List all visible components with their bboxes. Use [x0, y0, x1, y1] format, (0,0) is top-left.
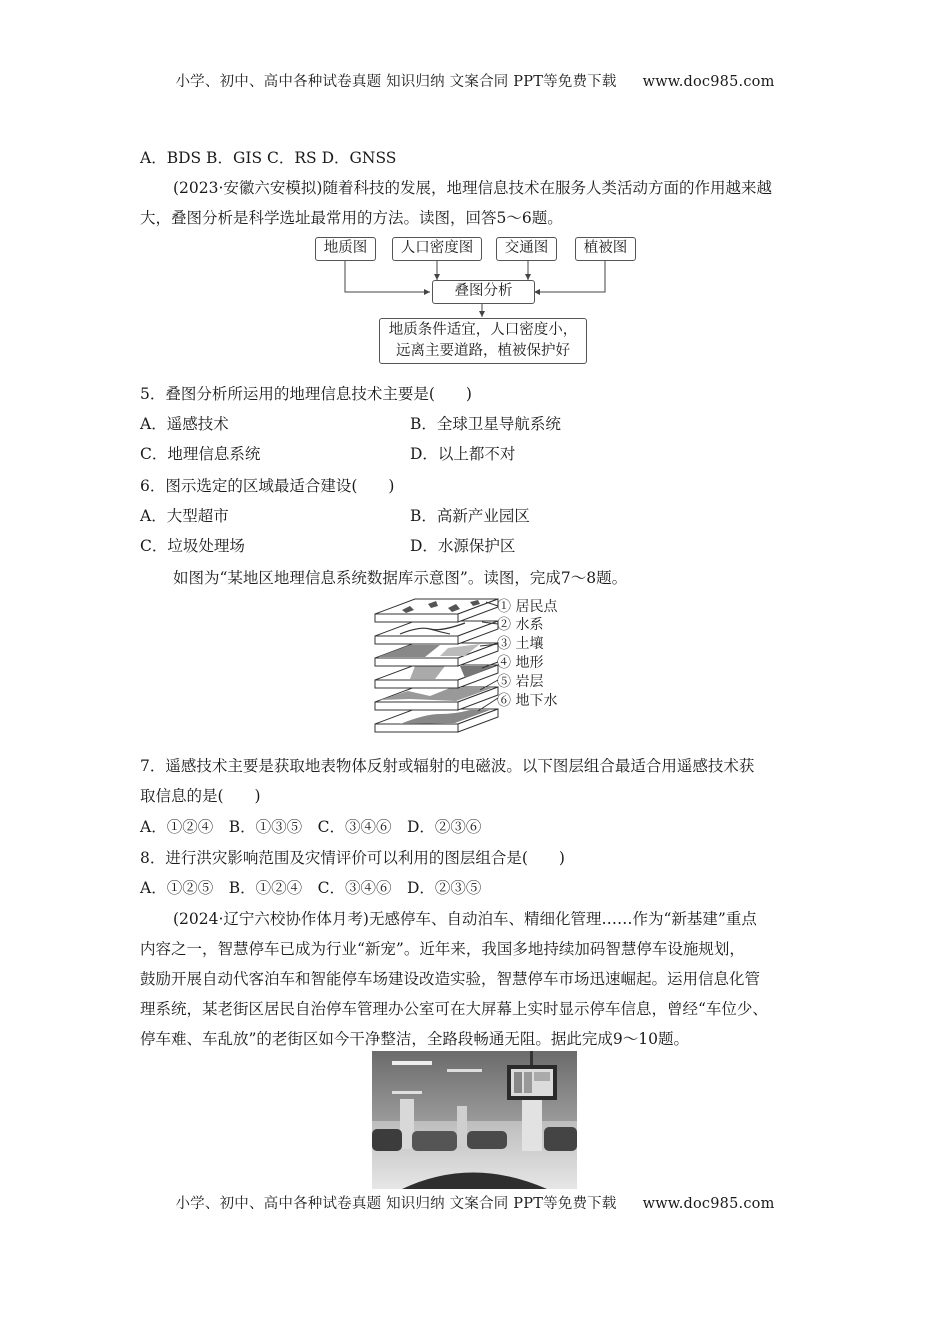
- layer-num-2: ②: [497, 617, 511, 633]
- flow-result-line1: 地质条件适宜，人口密度小，: [388, 322, 578, 338]
- q6-option-a[interactable]: A．大型超市: [140, 507, 229, 525]
- q5-stem: 5．叠图分析所运用的地理信息技术主要是( ): [140, 385, 472, 403]
- layer-num-3: ③: [497, 636, 511, 652]
- layer-num-4: ④: [497, 655, 511, 671]
- layer-label-2: [497, 614, 543, 634]
- intro3-line5: 停车难、车乱放”的老街区如今干净整洁，全路段畅通无阻。据此完成9～10题。: [140, 1030, 690, 1048]
- layer-name-3: 土壤: [515, 636, 544, 652]
- q7-stem-line1: 7．遥感技术主要是获取地表物体反射或辐射的电磁波。以下图层组合最适合用遥感技术获: [140, 757, 755, 775]
- q6-option-c[interactable]: C．垃圾处理场: [140, 537, 245, 555]
- flow-center-overlay: 叠图分析: [432, 280, 535, 304]
- footer-text: 小学、初中、高中各种试卷真题 知识归纳 文案合同 PPT等免费下载: [175, 1196, 617, 1212]
- header-text: 小学、初中、高中各种试卷真题 知识归纳 文案合同 PPT等免费下载: [175, 74, 617, 90]
- layer-label-1: [497, 596, 557, 616]
- footer-url[interactable]: www.doc985.com: [642, 1196, 775, 1212]
- parking-photo-graphic: [372, 1051, 577, 1189]
- flow-input-population: 人口密度图: [392, 237, 482, 261]
- header-url[interactable]: www.doc985.com: [642, 74, 775, 90]
- q8-stem: 8．进行洪灾影响范围及灾情评价可以利用的图层组合是( ): [140, 849, 565, 867]
- layer-name-2: 水系: [515, 617, 544, 633]
- flow-result: [379, 318, 587, 364]
- flow-result-line2: 远离主要道路，植被保护好: [396, 343, 570, 359]
- layer-label-5: [497, 671, 543, 691]
- flow-input-traffic: 交通图: [496, 237, 557, 261]
- q5-option-b[interactable]: B．全球卫星导航系统: [410, 415, 561, 433]
- flow-input-geology: 地质图: [315, 237, 376, 261]
- layer-name-5: 岩层: [515, 674, 544, 690]
- q5-option-c[interactable]: C．地理信息系统: [140, 445, 261, 463]
- layer-num-1: ①: [497, 599, 511, 615]
- page-footer: [0, 1192, 950, 1213]
- q4-options: A．BDS B．GIS C．RS D．GNSS: [140, 149, 397, 167]
- intro2: 如图为“某地区地理信息系统数据库示意图”。读图，完成7～8题。: [173, 569, 628, 587]
- intro3-line3: 鼓励开展自动代客泊车和智能停车场建设改造实验，智慧停车市场迅速崛起。运用信息化管: [140, 970, 761, 988]
- q7-stem-line2: 取信息的是( ): [140, 787, 261, 805]
- intro3-line4: 理系统，某老街区居民自治停车管理办公室可在大屏幕上实时显示停车信息，曾经“车位少、: [140, 1000, 768, 1018]
- q6-stem: 6．图示选定的区域最适合建设( ): [140, 477, 395, 495]
- q7-options[interactable]: A．①②④ B．①③⑤ C．③④⑥ D．②③⑥: [140, 818, 482, 836]
- layer-num-6: ⑥: [497, 693, 511, 709]
- layer-name-6: 地下水: [515, 693, 558, 709]
- layer-label-4: [497, 652, 543, 672]
- layer-label-3: [497, 633, 543, 653]
- intro3-line2: 内容之一，智慧停车已成为行业“新宠”。近年来，我国多地持续加码智慧停车设施规划，: [140, 940, 745, 958]
- q5-option-a[interactable]: A．遥感技术: [140, 415, 229, 433]
- intro1-line1: (2023·安徽六安模拟)随着科技的发展，地理信息技术在服务人类活动方面的作用越来越: [173, 179, 772, 197]
- parking-garage-photo: [372, 1051, 577, 1189]
- layer-stack-graphic: [370, 596, 505, 741]
- layer-name-1: 居民点: [515, 599, 558, 615]
- intro1-line2: 大，叠图分析是科学选址最常用的方法。读图，回答5～6题。: [140, 209, 563, 227]
- layer-name-4: 地形: [515, 655, 544, 671]
- q6-option-d[interactable]: D．水源保护区: [410, 537, 516, 555]
- q8-options[interactable]: A．①②⑤ B．①②④ C．③④⑥ D．②③⑤: [140, 879, 482, 897]
- q6-option-b[interactable]: B．高新产业园区: [410, 507, 530, 525]
- layer-num-5: ⑤: [497, 674, 511, 690]
- page-header: [0, 70, 950, 91]
- intro3-line1: (2024·辽宁六校协作体月考)无感停车、自动泊车、精细化管理……作为“新基建”重点: [173, 910, 757, 928]
- layer-label-6: [497, 690, 557, 710]
- flow-input-vegetation: 植被图: [575, 237, 636, 261]
- q5-option-d[interactable]: D．以上都不对: [410, 445, 516, 463]
